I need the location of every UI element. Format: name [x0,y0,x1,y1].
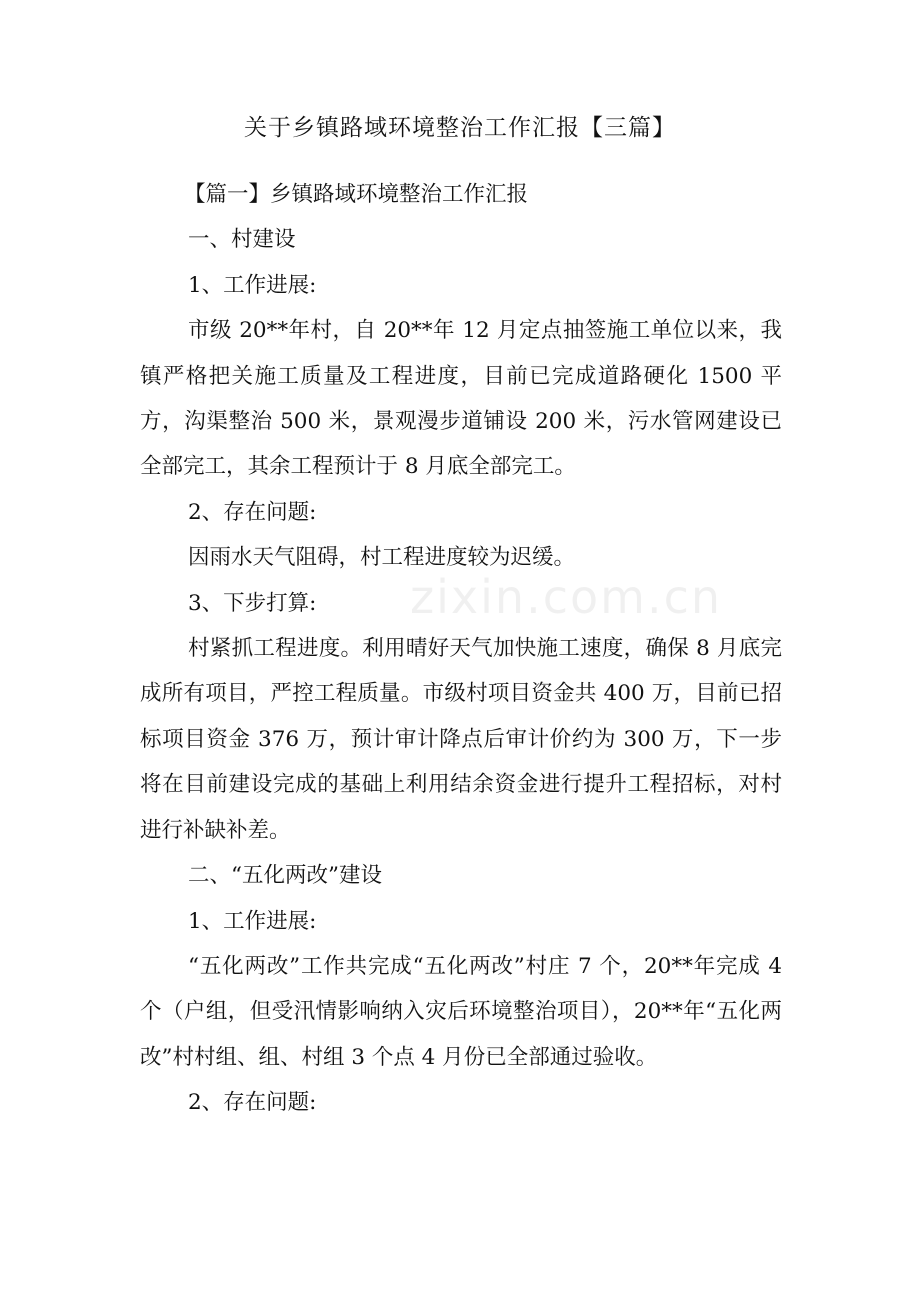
document-body [140,172,782,1126]
watermark: zixin.com.cn [410,570,723,624]
section-heading: 二、“五化两改”建设 [188,863,382,889]
subsection-heading: 1、工作进展: [188,272,317,298]
section-heading: 【篇一】乡镇路域环境整治工作汇报 [184,182,529,207]
subsection-heading: 2、存在问题: [188,1090,317,1116]
paragraph: 市级 20**年村，自 20**年 12 月定点抽签施工单位以来，我镇严格把关施工质量及工程进度，目前已完成道路硬化 1500 平方，沟渠整治 500 米，景观漫步道铺设 200 米，污水管网建设已全部完工，其余工程预计于 8 月底全部完工。 [140,318,782,480]
paragraph: 因雨水天气阻碍，村工程进度较为迟缓。 [188,545,576,571]
section-heading: 一、村建设 [188,227,296,253]
subsection-heading: 1、工作进展: [188,908,317,934]
document-title: 关于乡镇路域环境整治工作汇报【三篇】 [244,115,676,141]
subsection-heading: 2、存在问题: [188,499,317,525]
subsection-heading: 3、下步打算: [188,590,317,616]
paragraph: 村紧抓工程进度。利用晴好天气加快施工速度，确保 8 月底完成所有项目，严控工程质量。市级村项目资金共 400 万，目前已招标项目资金 376 万，预计审计降点后审计价约为 300 万，下一步将在目前建设完成的基础上利用结余资金进行提升工程招标，对村进行补缺补差。 [140,636,782,843]
paragraph: “五化两改”工作共完成“五化两改”村庄 7 个，20**年完成 4 个（户组，但受汛情影响纳入灾后环境整治项目），20**年“五化两改”村村组、组、村组 3 个点 4 月份已全部通过验收。 [140,953,782,1070]
